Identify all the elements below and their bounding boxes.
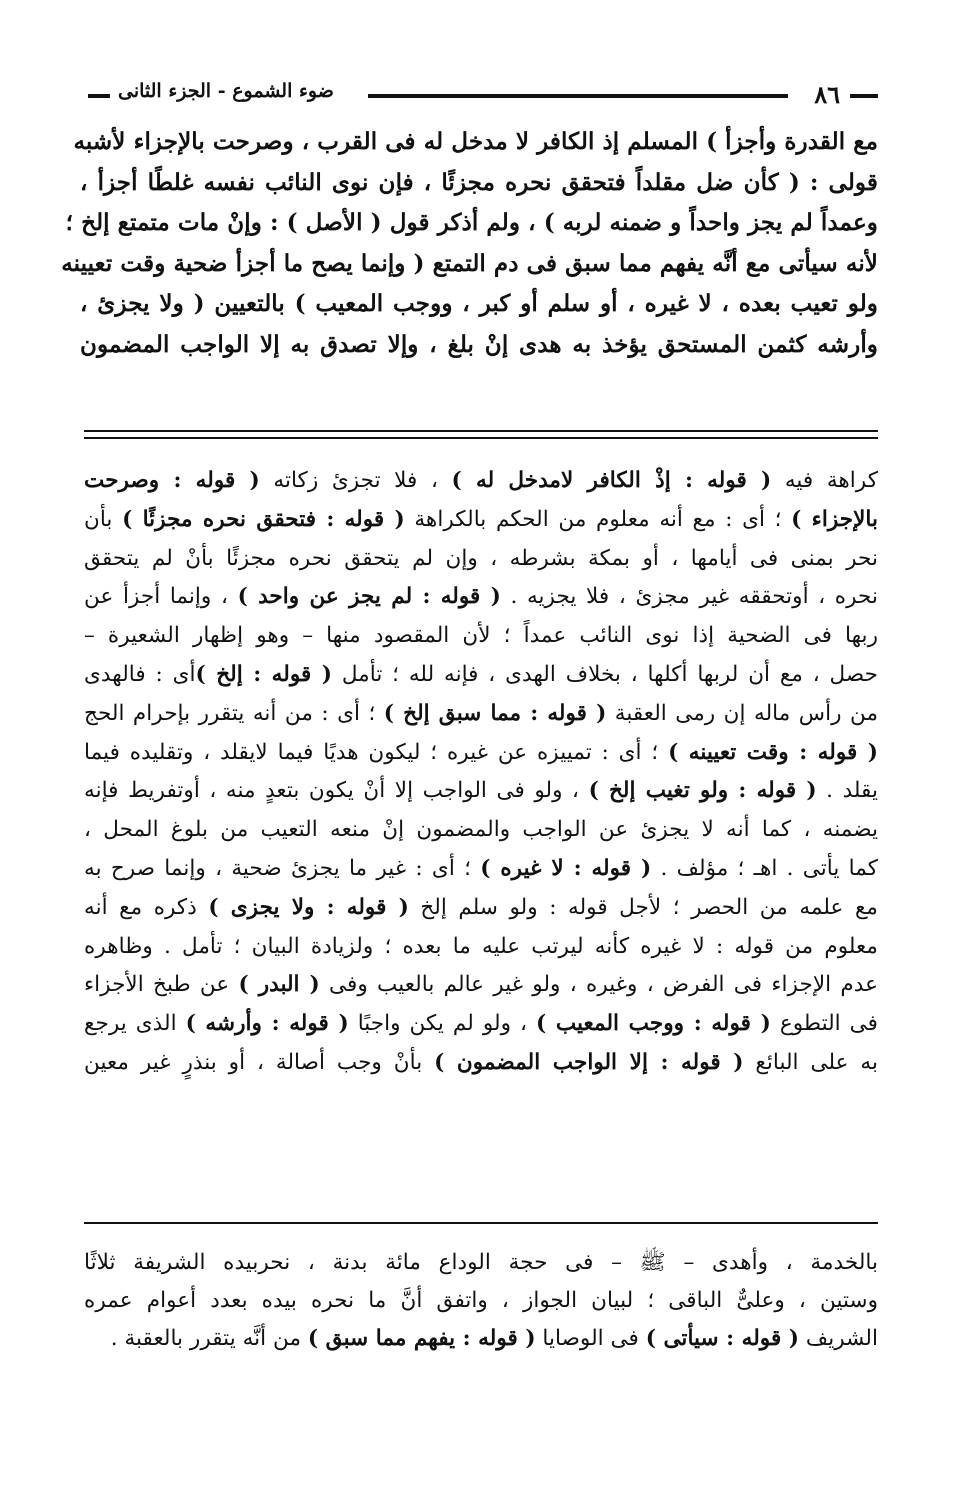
header-dash-right <box>850 94 878 98</box>
text-run: فى التطوع <box>770 1011 878 1037</box>
bold-citation: ( قوله : ولا يجزى ) <box>208 894 409 920</box>
commentary-line <box>84 772 878 811</box>
text-run: من أنَّه يتقرر بالعقبة . <box>110 1326 308 1351</box>
text-run: يضمنه ، كما أنه لا يجزئ عن الواجب والمضمون إنْ منعه التعيب من بلوغ المحل ، <box>84 817 878 843</box>
text-run: ، ولو لم يكن واجبًا <box>348 1011 536 1037</box>
bold-citation: بالإجزاء ) <box>791 506 878 532</box>
text-run: كما يأتى . اهـ ؛ مؤلف . <box>651 855 879 881</box>
commentary-line <box>84 540 878 579</box>
bold-citation: ( قوله : وقت تعيينه ) <box>668 739 878 765</box>
text-run: مع علمه من الحصر ؛ لأجل قوله : ولو سلم إلخ <box>408 894 878 920</box>
section-divider-bottom <box>84 437 878 439</box>
text-run: عدم الإجزاء فى الفرض ، وغيره ، ولو غير عالم بالعيب وفى <box>319 972 879 998</box>
bold-citation: ( قوله : ووجب المعيب ) <box>535 1011 771 1037</box>
header-dash-left <box>88 94 110 98</box>
main-line: قولى : ( كأن ضل مقلداً فتحقق نحره مجزئًا ، فإن نوى النائب نفسه غلطًا أجزأ ، <box>80 168 878 196</box>
bold-citation: ( قوله : فتحقق نحره مجزئًا ) <box>122 506 405 532</box>
bold-citation: ( قوله : إلا الواجب المضمون ) <box>434 1049 744 1075</box>
commentary-line <box>84 695 878 734</box>
page-header <box>88 80 878 114</box>
text-run: أى : فالهدى <box>84 661 196 687</box>
bold-citation: ( قوله : ولو تغيب إلخ ) <box>588 778 817 804</box>
commentary-line <box>84 656 878 695</box>
text-run: ذكره مع أنه <box>84 894 209 920</box>
commentary-line <box>84 928 878 967</box>
footnote-line <box>84 1282 878 1320</box>
footnote-line <box>84 1320 878 1358</box>
text-run: الذى يرجع <box>84 1011 186 1037</box>
text-run: نحره ، أوتحققه غير مجزئ ، فلا يجزيه . <box>500 584 878 610</box>
commentary-line <box>84 1005 878 1044</box>
commentary-line <box>84 734 878 773</box>
commentary-line <box>84 617 878 656</box>
text-run: ؛ أى : تمييزه عن غيره ؛ ليكون هديًا فيما لايقلد ، وتقليده فيما <box>84 739 669 765</box>
main-line: وأرشه كثمن المستحق يؤخذ به هدى إنْ بلغ ، وإلا تصدق به إلا الواجب المضمون <box>80 330 878 358</box>
commentary-line <box>84 966 878 1005</box>
text-run: من رأس ماله إن رمى العقبة <box>606 700 879 726</box>
commentary-line <box>84 501 878 540</box>
text-run: ؛ أى : مع أنه معلوم من الحكم بالكراهة <box>404 506 792 532</box>
bold-citation: ( قوله : يفهم مما سبق ) <box>307 1326 536 1351</box>
text-run: ، وإنما أجزأ عن <box>84 584 238 610</box>
main-line: مع القدرة وأجزأ ) المسلم إذ الكافر لا مدخل له فى القرب ، وصرحت بالإجزاء لأشبه <box>73 128 878 155</box>
section-divider-top <box>84 430 878 432</box>
bold-citation: ( قوله : وصرحت <box>84 468 260 493</box>
main-line: وعمداً لم يجز واحداً و ضمنه لربه ) ، ولم أذكر قول ( الأصل ) : وإنْ مات متمتع إلخ ؛ <box>65 209 878 236</box>
commentary-line <box>84 850 878 889</box>
text-run: عن طبخ الأجزاء <box>84 972 239 998</box>
commentary-line <box>84 1044 878 1083</box>
text-run: بالخدمة ، وأهدى – ﷺ – فى حجة الوداع مائة بدنة ، نحربيده الشريفة ثلاثًا <box>84 1250 878 1275</box>
page-number: ٨٦ <box>814 80 840 109</box>
footnote-line <box>84 1244 878 1282</box>
text-run: الشريف <box>799 1326 878 1351</box>
commentary-text <box>84 462 878 1083</box>
text-run: حصل ، مع أن لربها أكلها ، بخلاف الهدى ، فإنه لله ؛ تأمل <box>332 661 878 687</box>
bold-citation: ( قوله : سيأتى ) <box>645 1326 800 1351</box>
text-run: ؛ أى : غير ما يجزئ ضحية ، وإنما صرح به <box>84 855 481 881</box>
running-title: ضوء الشموع - الجزء الثانى <box>118 80 334 102</box>
main-text <box>61 122 878 365</box>
commentary-line <box>84 889 878 928</box>
text-run: ؛ أى : من أنه يتقرر بإحرام الحج <box>84 700 384 726</box>
text-run: كراهة فيه <box>771 468 878 493</box>
text-run: ، فلا تجزئ زكاته <box>259 468 452 493</box>
main-line: ولو تعيب بعده ، لا غيره ، أو سلم أو كبر ، ووجب المعيب ) بالتعيين ( ولا يجزئ ، <box>80 290 878 317</box>
bold-citation: ( البدر ) <box>238 972 320 998</box>
text-run: ، ولو فى الواجب إلا أنْ يكون بتعدٍ منه ، أوتفريط فإنه <box>84 778 589 804</box>
text-run: يقلد . <box>816 778 878 804</box>
bold-citation: ( قوله : إذْ الكافر لامدخل له ) <box>451 468 772 493</box>
bold-citation: ( قوله : لا غيره ) <box>480 855 652 881</box>
bold-citation: ( قوله : وأرشه ) <box>185 1011 349 1037</box>
text-run: به على البائع <box>743 1049 878 1075</box>
text-run: فى الوصايا <box>535 1326 646 1351</box>
bold-citation: ( قوله : مما سبق إلخ ) <box>383 700 607 726</box>
bold-citation: ( قوله : إلخ ) <box>195 661 332 687</box>
text-run: معلوم من قوله : لا غيره كأنه ليرتب عليه ما بعده ؛ ولزيادة البيان ؛ تأمل . وظاهره <box>84 933 878 959</box>
header-rule <box>368 94 788 98</box>
text-run: بأن <box>84 506 123 532</box>
commentary-line <box>84 462 878 501</box>
text-run: نحر بمنى فى أيامها ، أو بمكة بشرطه ، وإن لم يتحقق نحره مجزئًا بأنْ لم يتحقق <box>84 545 878 571</box>
footnote-divider <box>84 1222 878 1224</box>
bold-citation: ( قوله : لم يجز عن واحد ) <box>237 584 501 610</box>
text-run: وستين ، وعلىٌّ الباقى ؛ لبيان الجواز ، واتفق أنَّ ما نحره بيده بعدد أعوام عمره <box>84 1288 878 1313</box>
commentary-line <box>84 578 878 617</box>
text-run: ربها فى الضحية إذا نوى النائب عمداً ؛ لأن المقصود منها – وهو إظهار الشعيرة – <box>84 623 878 649</box>
main-line: لأنه سيأتى مع أنَّه يفهم مما سبق فى دم التمتع ( وإنما يصح ما أجزأ ضحية وقت تعيينه <box>61 249 878 277</box>
footnote-text <box>84 1244 878 1358</box>
commentary-line <box>84 811 878 850</box>
text-run: بأنْ وجب أصالة ، أو بنذرٍ غير معين <box>84 1049 435 1075</box>
